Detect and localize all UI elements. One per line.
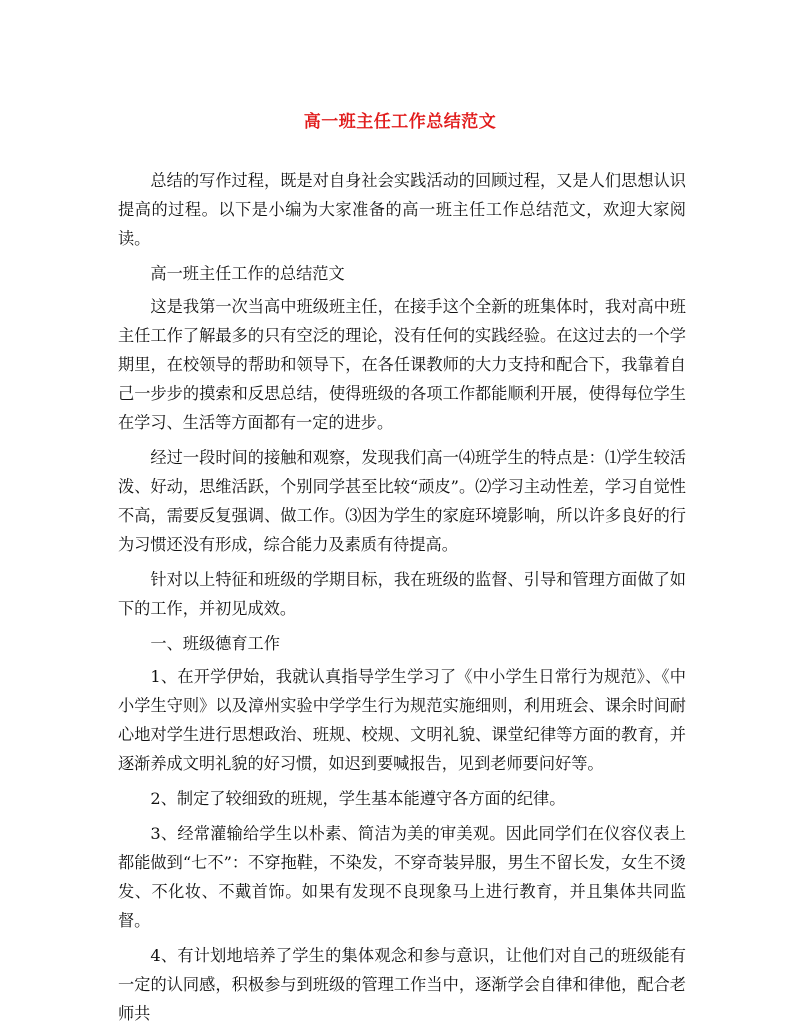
paragraph-item-2: 2、制定了较细致的班规，学生基本能遵守各方面的纪律。	[150, 789, 566, 808]
paragraph-item-3: 3、经常灌输给学生以朴素、简洁为美的审美观。因此同学们在仪容仪表上都能做到“七不”：不穿拖鞋，不染发，不穿奇装异服，男生不留长发，女生不烫发、不化妆、不戴首饰。如果有发现不良现象马上进行教育，并且集体共同监督。	[118, 824, 686, 930]
section-heading-moral-education: 一、班级德育工作	[150, 634, 280, 653]
paragraph-experience: 这是我第一次当高中班级班主任，在接手这个全新的班集体时，我对高中班主任工作了解最多的只有空泛的理论，没有任何的实践经验。在这过去的一个学期里，在校领导的帮助和领导下，在各任课教师的大力支持和配合下，我靠着自己一步步的摸索和反思总结，使得班级的各项工作都能顺利开展，使得每位学生在学习、生活等方面都有一定的进步。	[118, 297, 686, 432]
document-title: 高一班主任工作总结范文	[303, 112, 497, 132]
paragraph-item-4: 4、有计划地培养了学生的集体观念和参与意识，让他们对自己的班级能有一定的认同感，积极参与到班级的管理工作当中，逐渐学会自律和律他，配合老师共	[118, 946, 686, 1023]
paragraph-subtitle: 高一班主任工作的总结范文	[150, 264, 345, 283]
paragraph-intro: 总结的写作过程，既是对自身社会实践活动的回顾过程，又是人们思想认识提高的过程。以下是小编为大家准备的高一班主任工作总结范文，欢迎大家阅读。	[118, 171, 686, 248]
document-body	[118, 166, 686, 1034]
paragraph-measures: 针对以上特征和班级的学期目标，我在班级的监督、引导和管理方面做了如下的工作，并初见成效。	[118, 570, 686, 618]
paragraph-item-1: 1、在开学伊始，我就认真指导学生学习了《中小学生日常行为规范》、《中小学生守则》以及漳州实验中学学生行为规范实施细则，利用班会、课余时间耐心地对学生进行思想政治、班规、校规、文明礼貌、课堂纪律等方面的教育，并逐渐养成文明礼貌的好习惯，如迟到要喊报告，见到老师要问好等。	[118, 667, 686, 773]
paragraph-class-traits: 经过一段时间的接触和观察，发现我们高一⑷班学生的特点是：⑴学生较活泼、好动，思维活跃，个别同学甚至比较“顽皮”。⑵学习主动性差，学习自觉性不高，需要反复强调、做工作。⑶因为学生的家庭环境影响，所以许多良好的行为习惯还没有形成，综合能力及素质有待提高。	[118, 448, 686, 554]
